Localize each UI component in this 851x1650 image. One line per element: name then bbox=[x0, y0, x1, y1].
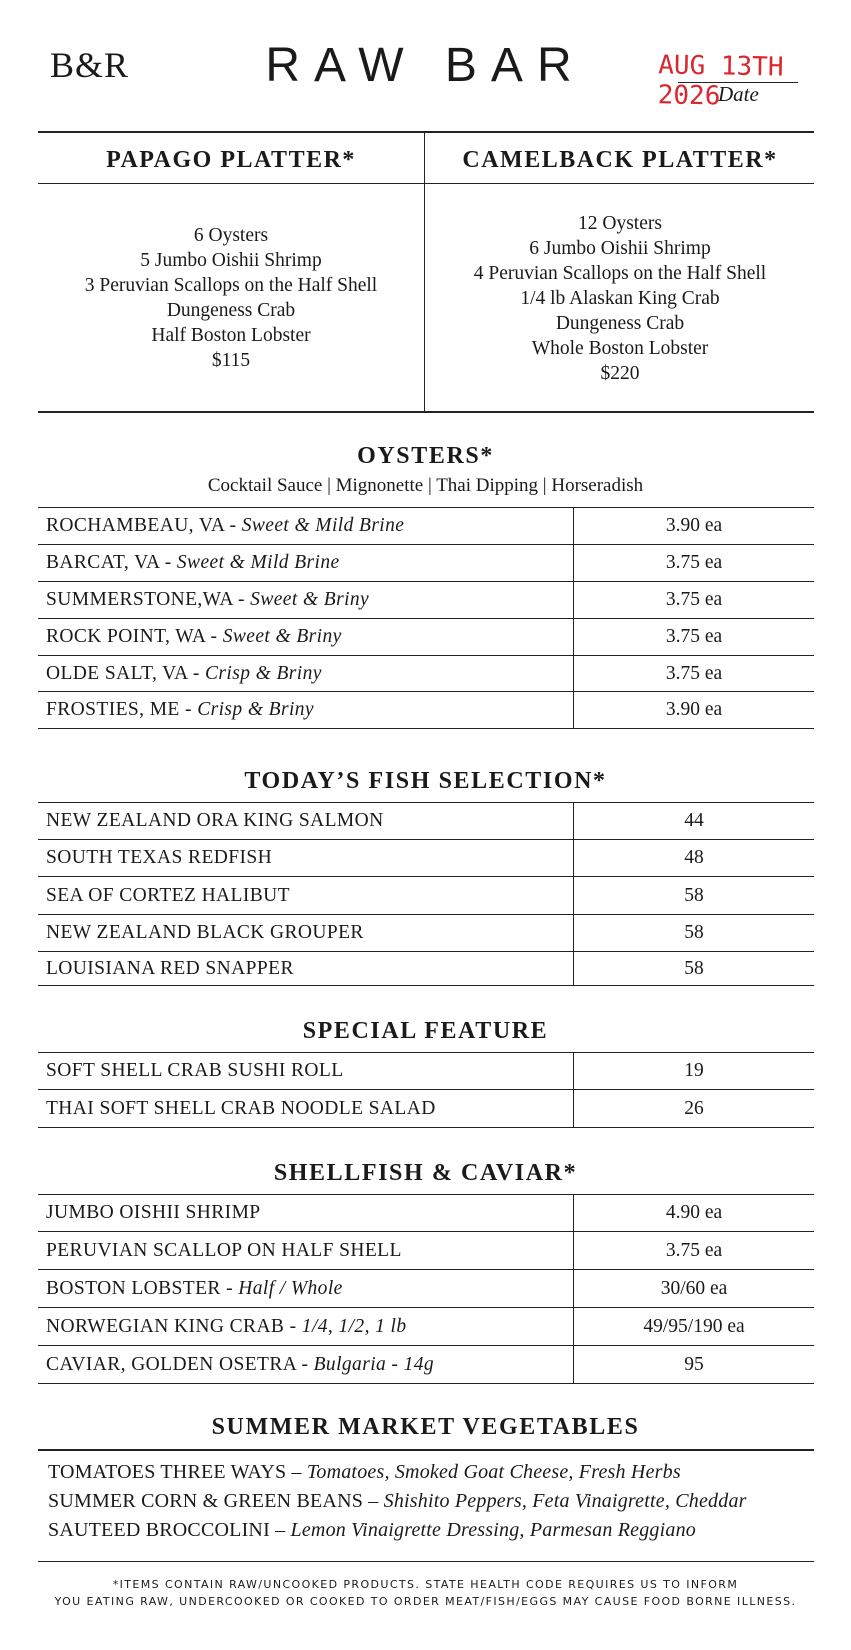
table-row bbox=[38, 619, 814, 656]
item-desc: Crisp & Briny bbox=[197, 699, 314, 720]
item-name: FROSTIES, ME - bbox=[46, 699, 198, 720]
oysters-sauces: Cocktail Sauce | Mignonette | Thai Dipping | Horseradish bbox=[207, 475, 644, 496]
table-row bbox=[38, 1195, 814, 1232]
platters-box bbox=[38, 131, 814, 413]
table-row bbox=[38, 582, 814, 619]
table-row bbox=[38, 692, 814, 729]
item-price: 3.75 ea bbox=[574, 656, 815, 692]
item-desc: 1/4, 1/2, 1 lb bbox=[301, 1315, 407, 1337]
platter-item: Dungeness Crab bbox=[166, 300, 296, 321]
item-name: BARCAT, VA - bbox=[46, 552, 177, 573]
item-desc: Sweet & Briny bbox=[222, 626, 342, 647]
item-price: 58 bbox=[574, 952, 815, 986]
special-table bbox=[38, 1052, 814, 1128]
item-desc: Crisp & Briny bbox=[205, 662, 322, 684]
item-price: 95 bbox=[574, 1346, 815, 1384]
item-price: 4.90 ea bbox=[574, 1195, 815, 1232]
item-desc: Sweet & Mild Brine bbox=[241, 515, 405, 536]
platter-item: 12 Oysters bbox=[578, 212, 662, 234]
item-name: NEW ZEALAND ORA KING SALMON bbox=[38, 803, 574, 840]
table-row bbox=[38, 656, 814, 692]
list-item bbox=[48, 1461, 681, 1484]
item-name: TOMATOES THREE WAYS – bbox=[48, 1461, 307, 1483]
item-name: SUMMER CORN & GREEN BEANS – bbox=[48, 1490, 384, 1512]
page-title: RAW BAR bbox=[265, 39, 586, 92]
platter-price: $220 bbox=[600, 362, 640, 384]
table-row bbox=[38, 1270, 814, 1308]
item-name: SOFT SHELL CRAB SUSHI ROLL bbox=[38, 1053, 574, 1090]
fish-table bbox=[38, 802, 814, 986]
item-price: 58 bbox=[574, 915, 815, 952]
item-price: 3.90 ea bbox=[574, 508, 815, 545]
item-desc: Half / Whole bbox=[238, 1277, 343, 1299]
item-name: SOUTH TEXAS REDFISH bbox=[38, 840, 574, 877]
platter-items-camelback bbox=[426, 185, 814, 411]
item-name: OLDE SALT, VA - bbox=[46, 662, 205, 684]
item-price: 48 bbox=[574, 840, 815, 877]
platter-price: $115 bbox=[211, 350, 251, 371]
item-name: SEA OF CORTEZ HALIBUT bbox=[38, 877, 574, 915]
shellfish-table bbox=[38, 1194, 814, 1384]
item-price: 49/95/190 ea bbox=[574, 1308, 815, 1346]
table-row bbox=[38, 1090, 814, 1128]
date-stamp: AUG 13TH 2026 bbox=[657, 50, 784, 112]
date-label: Date bbox=[718, 82, 759, 106]
item-name: CAVIAR, GOLDEN OSETRA - bbox=[46, 1353, 314, 1375]
table-row bbox=[38, 1346, 814, 1384]
table-row bbox=[38, 1053, 814, 1090]
item-name: LOUISIANA RED SNAPPER bbox=[38, 952, 574, 986]
platter-item: 6 Oysters bbox=[193, 225, 269, 246]
item-name: SAUTEED BROCCOLINI – bbox=[48, 1519, 291, 1541]
logo: B&R bbox=[50, 45, 130, 85]
oysters-title: OYSTERS* bbox=[357, 443, 494, 469]
table-row bbox=[38, 952, 814, 986]
platter-item: Dungeness Crab bbox=[555, 312, 685, 334]
special-title: SPECIAL FEATURE bbox=[302, 1018, 549, 1044]
item-desc: Sweet & Briny bbox=[250, 589, 370, 610]
platter-title-camelback: CAMELBACK PLATTER* bbox=[462, 147, 778, 173]
platter-item: Half Boston Lobster bbox=[151, 325, 311, 346]
table-row bbox=[38, 545, 814, 582]
item-price: 26 bbox=[574, 1090, 815, 1128]
item-name: NORWEGIAN KING CRAB - bbox=[46, 1315, 302, 1337]
item-price: 58 bbox=[574, 877, 815, 915]
item-name: JUMBO OISHII SHRIMP bbox=[46, 1202, 261, 1223]
item-name: SUMMERSTONE,WA - bbox=[46, 589, 251, 610]
table-row bbox=[38, 840, 814, 877]
item-name: ROCK POINT, WA - bbox=[46, 626, 223, 647]
item-price: 3.90 ea bbox=[574, 692, 815, 729]
item-price: 3.75 ea bbox=[574, 619, 815, 656]
item-desc: Lemon Vinaigrette Dressing, Parmesan Reggiano bbox=[290, 1519, 696, 1541]
item-name: THAI SOFT SHELL CRAB NOODLE SALAD bbox=[38, 1090, 574, 1128]
platter-header-rule bbox=[38, 183, 814, 184]
platter-items-papago bbox=[38, 185, 424, 411]
item-name: NEW ZEALAND BLACK GROUPER bbox=[38, 915, 574, 952]
item-desc: Shishito Peppers, Feta Vinaigrette, Cheddar bbox=[383, 1490, 747, 1512]
table-row bbox=[38, 508, 814, 545]
table-row bbox=[38, 803, 814, 840]
platter-item: 5 Jumbo Oishii Shrimp bbox=[140, 250, 322, 271]
platter-item: 3 Peruvian Scallops on the Half Shell bbox=[84, 275, 378, 296]
platter-item: Whole Boston Lobster bbox=[531, 337, 709, 359]
item-name: BOSTON LOBSTER - bbox=[46, 1277, 239, 1299]
health-disclaimer-line2: YOU EATING RAW, UNDERCOOKED OR COOKED TO ORDER MEAT/FISH/EGGS MAY CAUSE FOOD BORNE ILLNESS. bbox=[54, 1595, 797, 1608]
item-price: 44 bbox=[574, 803, 815, 840]
platter-title-papago: PAPAGO PLATTER* bbox=[106, 147, 356, 173]
health-disclaimer-line1: *ITEMS CONTAIN RAW/UNCOOKED PRODUCTS. STATE HEALTH CODE REQUIRES US TO INFORM bbox=[112, 1578, 739, 1591]
item-price: 30/60 ea bbox=[574, 1270, 815, 1308]
shellfish-title: SHELLFISH & CAVIAR* bbox=[273, 1160, 578, 1186]
item-price: 19 bbox=[574, 1053, 815, 1090]
list-item bbox=[48, 1490, 747, 1513]
table-row bbox=[38, 877, 814, 915]
fish-title: TODAY’S FISH SELECTION* bbox=[244, 768, 607, 794]
item-name: ROCHAMBEAU, VA - bbox=[46, 515, 242, 536]
vegetables-rule bbox=[38, 1449, 814, 1451]
item-price: 3.75 ea bbox=[574, 1232, 815, 1270]
item-desc: Sweet & Mild Brine bbox=[176, 552, 340, 573]
oysters-table bbox=[38, 507, 814, 729]
platter-item: 6 Jumbo Oishii Shrimp bbox=[529, 237, 711, 259]
platter-divider bbox=[424, 133, 425, 411]
item-price: 3.75 ea bbox=[574, 582, 815, 619]
vegetables-title: SUMMER MARKET VEGETABLES bbox=[211, 1414, 640, 1440]
item-name: PERUVIAN SCALLOP ON HALF SHELL bbox=[46, 1239, 402, 1261]
platter-item: 1/4 lb Alaskan King Crab bbox=[520, 287, 720, 309]
table-row bbox=[38, 1308, 814, 1346]
list-item bbox=[48, 1519, 696, 1542]
footer-rule bbox=[38, 1561, 814, 1562]
table-row bbox=[38, 1232, 814, 1270]
item-desc: Bulgaria - 14g bbox=[313, 1353, 435, 1375]
table-row bbox=[38, 915, 814, 952]
item-desc: Tomatoes, Smoked Goat Cheese, Fresh Herbs bbox=[306, 1461, 681, 1483]
platter-item: 4 Peruvian Scallops on the Half Shell bbox=[473, 262, 767, 284]
item-price: 3.75 ea bbox=[574, 545, 815, 582]
